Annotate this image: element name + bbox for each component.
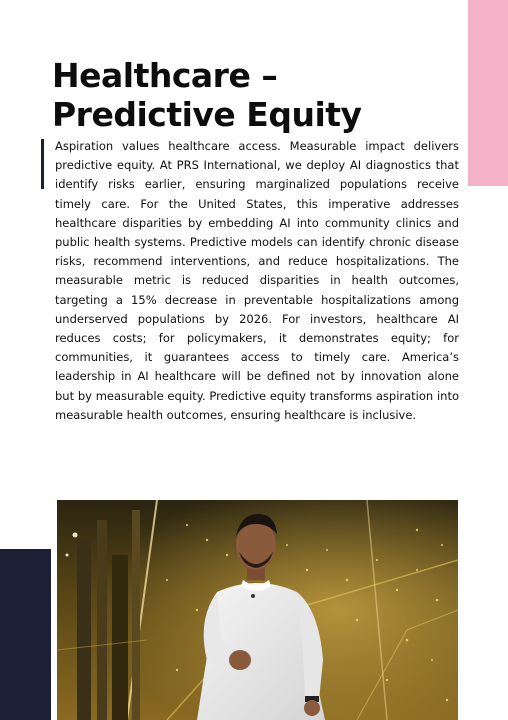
body-paragraph: Aspiration values healthcare access. Measurable impact delivers predictive equity. At PRS International, we deploy AI diagnostics that identify risks earlier, ensuring marginalized populations receive timely care. For the United States, this imperative addresses healthcare disparities by embedding AI into community clinics and public health systems. Predictive models can identify chronic disease risks, recommend interventions, and reduce hospitalizations. The measurable metric is reduced disparities in health outcomes, targeting a 15% decrease in preventable hospitalizations among underserved populations by 2026. For investors, healthcare AI reduces costs; for policymakers, it demonstrates equity; for communities, it guarantees access to timely care. America’s leadership in AI healthcare will be defined not by innovation alone but by measurable equity. Predictive equity transforms aspiration into measurable health outcomes, ensuring healthcare is inclusive. [55,139,459,422]
title-line-1: Healthcare – [52,56,278,95]
pink-accent-bar [468,0,508,186]
quote-accent-line [41,139,44,189]
navy-accent-bar [0,549,51,720]
title-line-2: Predictive Equity [52,95,362,134]
page-title [52,56,452,134]
city-skyline-photo [57,500,458,720]
